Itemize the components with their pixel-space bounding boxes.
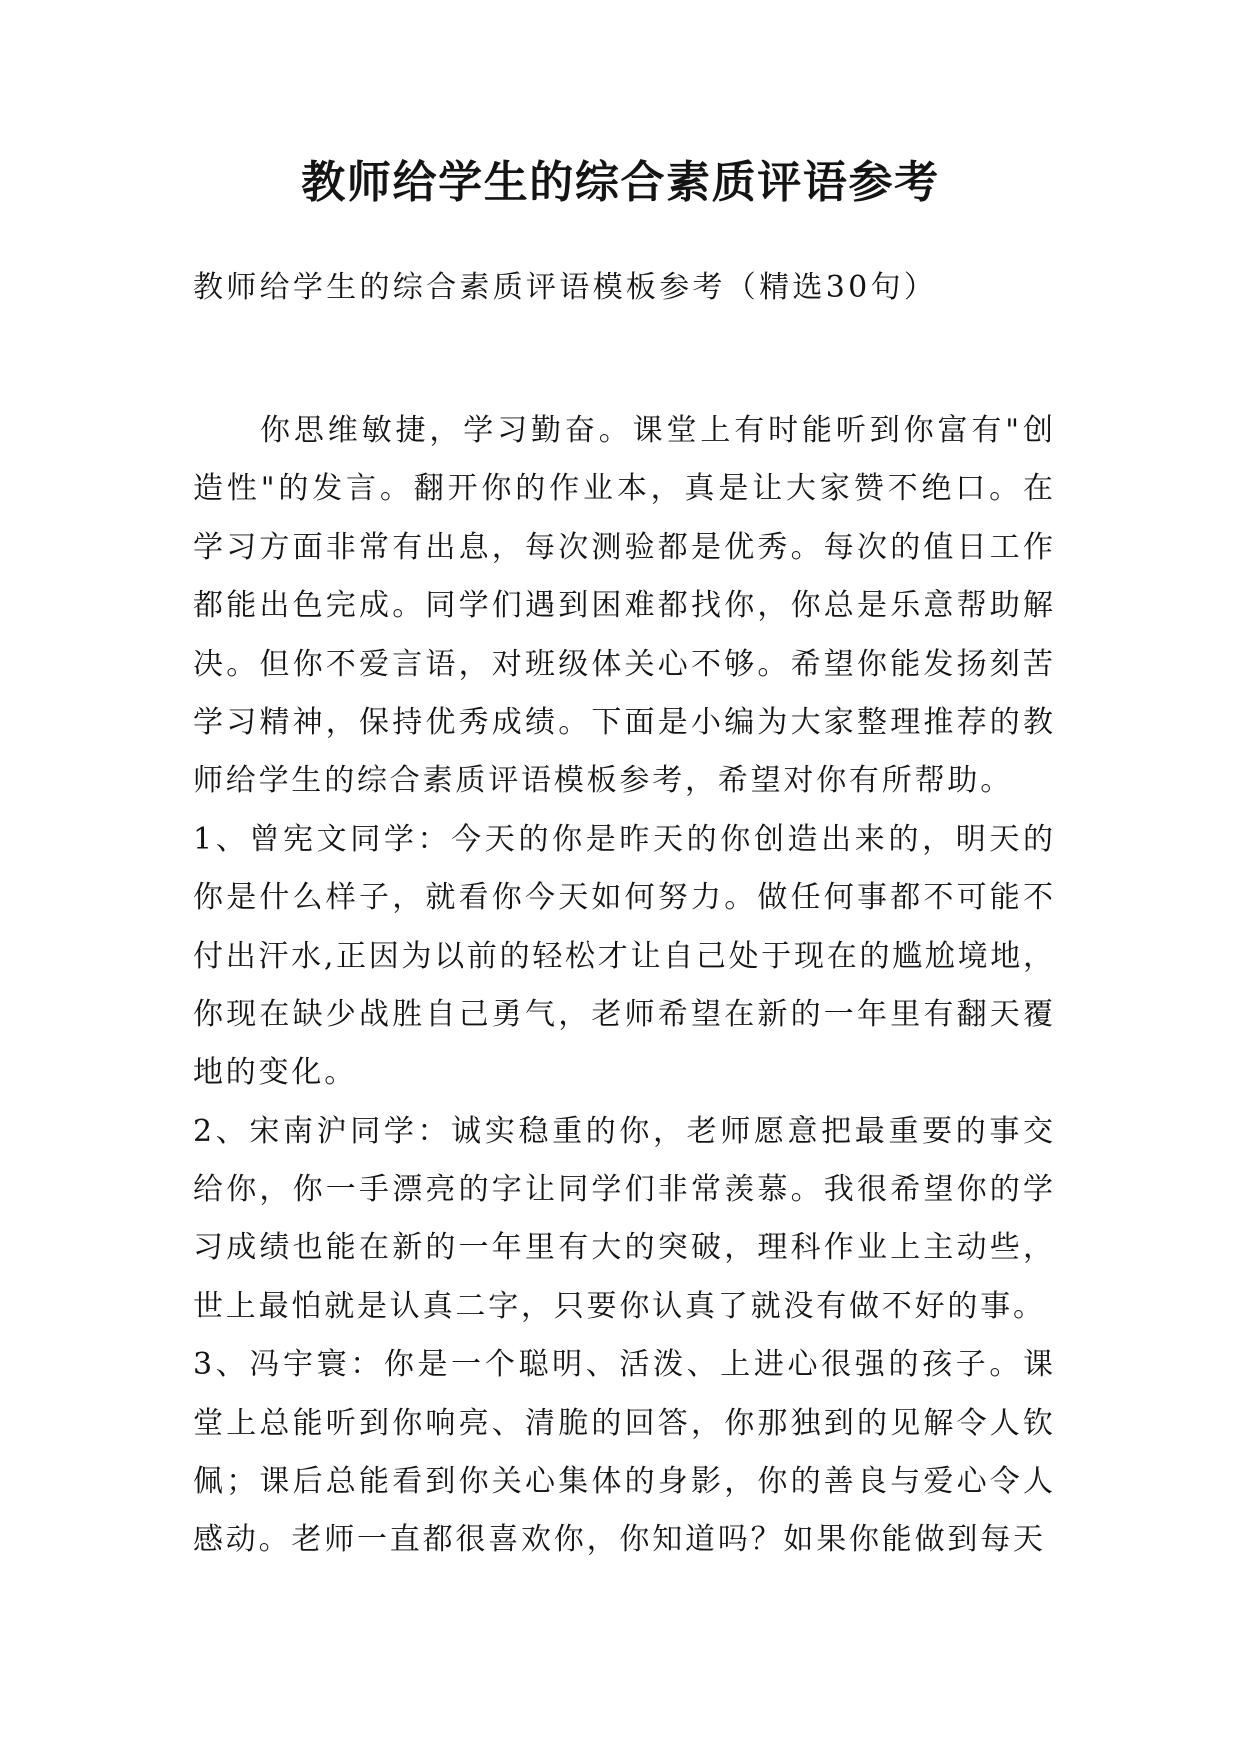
paragraph-line: 2、宋南沪同学：诚实稳重的你，老师愿意把最重要的事交: [193, 1113, 1053, 1149]
document-body: [193, 402, 1053, 1570]
paragraph: [193, 1103, 1053, 1337]
paragraph-line: 学习方面非常有出息，每次测验都是优秀。每次的值日工作: [193, 529, 1053, 565]
paragraph-line: 付出汗水,正因为以前的轻松才让自己处于现在的尴尬境地，: [193, 938, 1053, 974]
paragraph-line: 习成绩也能在新的一年里有大的突破，理科作业上主动些，: [193, 1230, 1053, 1266]
paragraph: [193, 811, 1053, 1103]
paragraph-line: 决。但你不爱言语，对班级体关心不够。希望你能发扬刻苦: [193, 646, 1053, 682]
paragraph-line: 你思维敏捷，学习勤奋。课堂上有时能听到你富有"创: [260, 413, 1053, 448]
paragraph-line: 世上最怕就是认真二字，只要你认真了就没有做不好的事。: [193, 1288, 1046, 1324]
paragraph-line: 学习精神，保持优秀成绩。下面是小编为大家整理推荐的教: [193, 704, 1053, 740]
paragraph-line: 造性"的发言。翻开你的作业本，真是让大家赞不绝口。在: [193, 471, 1053, 507]
paragraph-line: 给你，你一手漂亮的字让同学们非常羡慕。我很希望你的学: [193, 1172, 1053, 1208]
paragraph-line: 3、冯宇寰：你是一个聪明、活泼、上进心很强的孩子。课: [193, 1347, 1053, 1383]
paragraph: [193, 402, 1053, 811]
document-title: 教师给学生的综合素质评语参考: [301, 157, 940, 208]
paragraph-line: 堂上总能听到你响亮、清脆的回答，你那独到的见解令人钦: [193, 1405, 1053, 1441]
paragraph-line: 感动。老师一直都很喜欢你，你知道吗？如果你能做到每天: [193, 1522, 1046, 1558]
paragraph-line: 1、曾宪文同学：今天的你是昨天的你创造出来的，明天的: [193, 821, 1053, 857]
paragraph-line: 都能出色完成。同学们遇到困难都找你，你总是乐意帮助解: [193, 588, 1053, 624]
paragraph: [193, 1336, 1053, 1570]
paragraph-line: 佩；课后总能看到你关心集体的身影，你的善良与爱心令人: [193, 1464, 1053, 1500]
paragraph-line: 地的变化。: [193, 1055, 357, 1091]
paragraph-line: 师给学生的综合素质评语模板参考，希望对你有所帮助。: [193, 763, 1013, 799]
document-subtitle: 教师给学生的综合素质评语模板参考（精选30句）: [193, 270, 938, 305]
paragraph-line: 你是什么样子，就看你今天如何努力。做任何事都不可能不: [193, 880, 1053, 916]
paragraph-line: 你现在缺少战胜自己勇气，老师希望在新的一年里有翻天覆: [193, 996, 1053, 1032]
